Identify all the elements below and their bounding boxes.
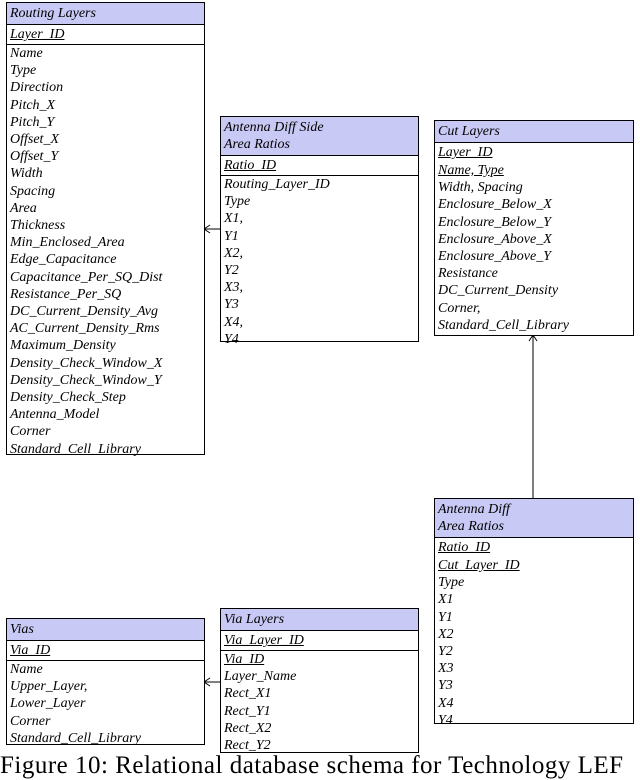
table-antenna-diff-side-area-ratios: [220, 116, 419, 347]
field: Edge_Capacitance: [10, 252, 117, 268]
table-via-layers: [220, 608, 419, 753]
field: Standard_Cell_Library: [438, 317, 569, 333]
field: Standard_Cell_Library: [10, 441, 141, 457]
field: Rect_X2: [224, 720, 272, 736]
field-list: [435, 162, 633, 334]
field: Thickness: [10, 218, 66, 234]
field: Maximum_Density: [10, 338, 116, 354]
field: Area: [10, 200, 37, 216]
field: Type: [10, 63, 37, 79]
field: X1: [438, 592, 454, 608]
field: Corner,: [438, 300, 481, 316]
field: DC_Current_Density_Avg: [10, 304, 159, 320]
primary-key: Layer_ID: [7, 25, 204, 45]
field: Density_Check_Window_X: [10, 355, 163, 371]
field: Capacitance_Per_SQ_Dist: [10, 269, 163, 285]
field: Direction: [10, 80, 64, 96]
field: Y2: [224, 263, 239, 279]
field: X3,: [224, 280, 244, 296]
table-title: Routing Layers: [7, 3, 204, 25]
field: Y3: [438, 678, 453, 694]
field: Name: [10, 46, 43, 61]
field: Resistance: [438, 266, 498, 282]
field: Spacing: [10, 183, 56, 199]
field: Routing_Layer_ID: [224, 177, 330, 192]
primary-key: Via_ID: [7, 641, 204, 661]
field: Upper_Layer,: [10, 679, 88, 695]
field: X4: [438, 695, 454, 711]
field: Min_Enclosed_Area: [10, 235, 125, 251]
field: Density_Check_Step: [10, 390, 126, 406]
field: Enclosure_Above_X: [438, 231, 552, 247]
table-title: Antenna Diff Side Area Ratios: [221, 117, 418, 156]
field: Antenna_Model: [10, 407, 100, 423]
table-title: Cut Layers: [435, 121, 633, 143]
field-list: [221, 176, 418, 348]
field: Enclosure_Below_X: [438, 197, 552, 213]
field: DC_Current_Density: [438, 283, 559, 299]
field: Enclosure_Above_Y: [438, 249, 552, 265]
table-routing-layers: [6, 2, 205, 455]
field: Name, Type: [438, 163, 504, 178]
field: Y4: [438, 712, 453, 728]
field: Width: [10, 166, 43, 182]
primary-key: Via_Layer_ID: [221, 631, 418, 651]
field: Corner: [10, 713, 51, 729]
table-title: Antenna Diff Area Ratios: [435, 499, 633, 538]
field: Resistance_Per_SQ: [10, 286, 122, 302]
primary-key: Layer_ID: [438, 145, 493, 160]
field: Offset_Y: [10, 149, 59, 165]
field: AC_Current_Density_Rms: [10, 321, 160, 337]
field: Rect_Y1: [224, 703, 271, 719]
field: Type: [224, 194, 251, 210]
field: Lower_Layer: [10, 696, 86, 712]
field: Layer_Name: [224, 669, 297, 685]
field-list: [435, 557, 633, 729]
field: Name: [10, 662, 43, 677]
field: X2: [438, 626, 454, 642]
field: Y4: [224, 331, 239, 347]
field: Rect_Y2: [224, 738, 271, 754]
table-title: Via Layers: [221, 609, 418, 631]
field: Rect_X1: [224, 686, 272, 702]
field: Offset_X: [10, 132, 59, 148]
field: X2,: [224, 245, 244, 261]
field: Corner: [10, 424, 51, 440]
field-list: [7, 661, 204, 747]
field: X1,: [224, 211, 244, 227]
field: Density_Check_Window_Y: [10, 372, 162, 388]
table-title: Vias: [7, 619, 204, 641]
field: Y2: [438, 644, 453, 660]
field: Y1: [224, 228, 239, 244]
field: Via_ID: [224, 652, 265, 667]
table-antenna-diff-area-ratios: [434, 498, 634, 728]
field: Enclosure_Below_Y: [438, 214, 552, 230]
table-cut-layers: [434, 120, 634, 336]
field-list: [7, 45, 204, 458]
field: Cut_Layer_ID: [438, 558, 520, 573]
field: Type: [438, 575, 465, 591]
field: Standard_Cell_Library: [10, 730, 141, 746]
field: X4,: [224, 314, 244, 330]
field: Width, Spacing: [438, 180, 523, 196]
field: Y3: [224, 297, 239, 313]
primary-key: Ratio_ID: [438, 540, 491, 555]
field: Y1: [438, 609, 453, 625]
field-list: [221, 651, 418, 754]
table-vias: [6, 618, 205, 745]
primary-key: Ratio_ID: [221, 156, 418, 176]
figure-caption: Figure 10: Relational database schema for Technology LEF: [0, 752, 624, 779]
field: X3: [438, 661, 454, 677]
field: Pitch_X: [10, 97, 56, 113]
field: Pitch_Y: [10, 114, 55, 130]
